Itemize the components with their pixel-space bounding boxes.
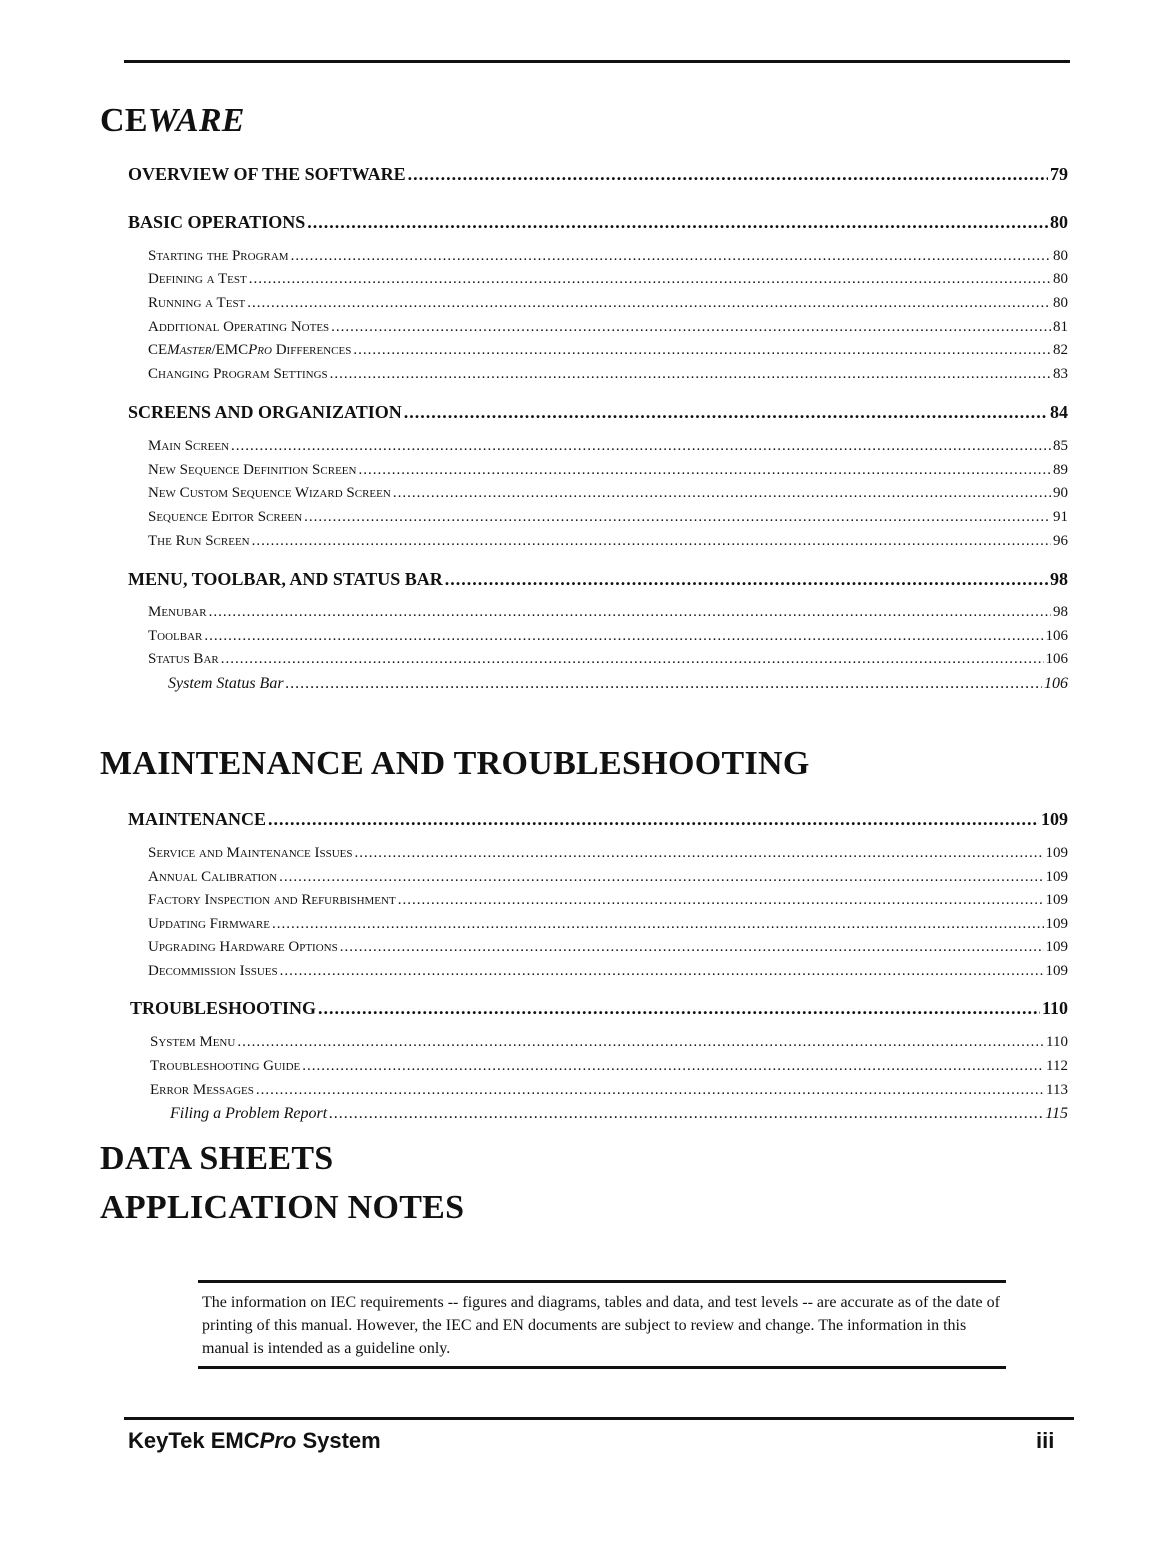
toc-page: 98 (1053, 604, 1068, 620)
label-part: CE (148, 342, 168, 358)
leader-dots (237, 1035, 1044, 1050)
toc-label: New Custom Sequence Wizard Screen (148, 485, 391, 501)
toc-label: OVERVIEW OF THE SOFTWARE (128, 164, 406, 184)
toc-entry-decommission[interactable] (148, 964, 1068, 979)
leader-dots (280, 964, 1044, 979)
toc-entry-updating[interactable] (148, 917, 1068, 932)
label-part: Differences (271, 342, 352, 358)
toc-label: Annual Calibration (148, 869, 278, 885)
leader-dots (221, 652, 1044, 667)
toc-label: New Sequence Definition Screen (148, 462, 357, 478)
toc-page: 91 (1053, 509, 1068, 525)
toc-label: Sequence Editor Screen (148, 509, 303, 525)
toc-entry-additional[interactable] (148, 320, 1068, 335)
toc-page: 82 (1053, 342, 1068, 358)
toc-label: Running a Test (148, 295, 246, 311)
toc-label: The Run Screen (148, 533, 250, 549)
toc-label: Decommission Issues (148, 963, 278, 979)
toc-label: Upgrading Hardware Options (148, 939, 338, 955)
leader-dots (318, 999, 1040, 1017)
toc-page: 90 (1053, 485, 1068, 501)
toc-label: Starting the Program (148, 248, 289, 264)
toc-label: Toolbar (148, 628, 203, 644)
leader-dots (329, 1106, 1043, 1122)
toc-label: BASIC OPERATIONS (128, 212, 306, 232)
leader-dots (302, 1059, 1044, 1074)
toc-page: 96 (1053, 533, 1068, 549)
leader-dots (279, 870, 1043, 885)
leader-dots (355, 846, 1044, 861)
leader-dots (291, 249, 1051, 264)
toc-label (148, 343, 351, 358)
toc-page: 109 (1045, 869, 1068, 885)
label-part: Master (167, 342, 212, 358)
toc-entry-filing[interactable] (170, 1106, 1068, 1122)
disclaimer-notice: The information on IEC requirements -- figures and diagrams, tables and data, and test levels -- are accurate as of the date of printing of this manual. However, the IEC and EN documents are subject to review and change. The information in this manual is intended as a guideline only. (198, 1280, 1006, 1369)
leader-dots (204, 629, 1043, 644)
toc-entry-system-menu[interactable] (150, 1035, 1068, 1050)
footer-system: System (296, 1428, 381, 1453)
toc-page: 81 (1053, 319, 1068, 335)
toc-entry-sequence-editor[interactable] (148, 510, 1068, 525)
leader-dots (304, 510, 1051, 525)
leader-dots (209, 605, 1051, 620)
toc-label: Additional Operating Notes (148, 319, 330, 335)
leader-dots (408, 165, 1048, 183)
leader-dots (268, 810, 1039, 828)
toc-entry-error-messages[interactable] (150, 1083, 1068, 1098)
leader-dots (249, 272, 1051, 287)
toc-label: Troubleshooting Guide (150, 1058, 301, 1074)
leader-dots (331, 320, 1051, 335)
toc-entry-basic-operations[interactable] (128, 213, 1068, 231)
toc-label: Factory Inspection and Refurbishment (148, 892, 396, 908)
leader-dots (445, 570, 1048, 588)
toc-page: 112 (1046, 1058, 1068, 1074)
leader-dots (404, 403, 1048, 421)
section-title-application-notes: APPLICATION NOTES (100, 1189, 465, 1226)
leader-dots (353, 343, 1051, 358)
toc-page: 110 (1046, 1034, 1068, 1050)
toc-entry-troubleshooting-guide[interactable] (150, 1059, 1068, 1074)
toc-entry-differences[interactable] (148, 343, 1068, 358)
leader-dots (256, 1083, 1044, 1098)
toc-page: 80 (1053, 295, 1068, 311)
leader-dots (247, 296, 1051, 311)
toc-label: Filing a Problem Report (170, 1105, 328, 1122)
toc-entry-running[interactable] (148, 296, 1068, 311)
toc-page: 80 (1053, 271, 1068, 287)
toc-page: 98 (1050, 569, 1068, 589)
toc-entry-troubleshooting[interactable] (130, 999, 1068, 1017)
footer-brand: KeyTek EMC (128, 1428, 260, 1453)
toc-page: 115 (1045, 1105, 1068, 1122)
leader-dots (393, 486, 1051, 501)
toc-entry-status-bar[interactable] (148, 652, 1068, 667)
toc-page: 85 (1053, 438, 1068, 454)
toc-page: 113 (1046, 1082, 1068, 1098)
toc-entry-main-screen[interactable] (148, 439, 1068, 454)
toc-entry-upgrading[interactable] (148, 940, 1068, 955)
toc-page: 80 (1053, 248, 1068, 264)
toc-entry-new-custom[interactable] (148, 486, 1068, 501)
toc-entry-maintenance[interactable] (128, 810, 1068, 828)
toc-page: 89 (1053, 462, 1068, 478)
footer-pro: Pro (259, 1428, 297, 1453)
title-italic: WARE (147, 102, 245, 139)
toc-label: System Menu (150, 1034, 236, 1050)
toc-page: 79 (1050, 164, 1068, 184)
section-title-data-sheets: DATA SHEETS (100, 1140, 334, 1177)
toc-entry-starting[interactable] (148, 249, 1068, 264)
toc-page: 106 (1044, 675, 1068, 692)
toc-label: SCREENS AND ORGANIZATION (128, 402, 402, 422)
toc-entry-annual[interactable] (148, 870, 1068, 885)
toc-page: 109 (1045, 939, 1068, 955)
leader-dots (398, 893, 1044, 908)
leader-dots (340, 940, 1044, 955)
section-title-ceware (100, 102, 245, 140)
toc-label: Menubar (148, 604, 207, 620)
section-title-maintenance: MAINTENANCE AND TROUBLESHOOTING (100, 745, 810, 782)
toc-entry-screens[interactable] (128, 403, 1068, 421)
toc-label: System Status Bar (168, 675, 284, 692)
toc-page: 84 (1050, 402, 1068, 422)
toc-label: TROUBLESHOOTING (130, 998, 317, 1018)
toc-page: 80 (1050, 212, 1068, 232)
leader-dots (330, 367, 1051, 382)
toc-page: 110 (1041, 998, 1068, 1018)
footer-page-number: iii (1036, 1428, 1055, 1453)
toc-entry-menubar[interactable] (148, 605, 1068, 620)
toc-entry-defining[interactable] (148, 272, 1068, 287)
toc-page: 109 (1045, 892, 1068, 908)
title-prefix: CE (100, 102, 148, 139)
toc-entry-new-sequence[interactable] (148, 463, 1068, 478)
footer-product-title (128, 1428, 381, 1454)
header-rule (124, 60, 1070, 63)
label-part: Pro (248, 342, 272, 358)
toc-label: Status Bar (148, 651, 219, 667)
toc-entry-service[interactable] (148, 846, 1068, 861)
toc-page: 109 (1045, 916, 1068, 932)
toc-page: 109 (1045, 845, 1068, 861)
footer-rule (124, 1417, 1074, 1420)
toc-label: Updating Firmware (148, 916, 270, 932)
toc-label: Error Messages (150, 1082, 254, 1098)
label-part: /EMC (211, 342, 249, 358)
leader-dots (272, 917, 1044, 932)
toc-label: Defining a Test (148, 271, 247, 287)
toc-label: Main Screen (148, 438, 230, 454)
leader-dots (358, 463, 1051, 478)
toc-page: 106 (1045, 628, 1068, 644)
toc-page: 109 (1041, 809, 1068, 829)
toc-entry-factory[interactable] (148, 893, 1068, 908)
toc-entry-run-screen[interactable] (148, 534, 1068, 549)
leader-dots (231, 439, 1051, 454)
toc-label: MAINTENANCE (128, 809, 267, 829)
toc-label: Service and Maintenance Issues (148, 845, 353, 861)
leader-dots (286, 676, 1042, 692)
leader-dots (307, 213, 1048, 231)
toc-entry-toolbar[interactable] (148, 629, 1068, 644)
toc-page: 106 (1045, 651, 1068, 667)
toc-page: 83 (1053, 366, 1068, 382)
toc-label: MENU, TOOLBAR, AND STATUS BAR (128, 569, 443, 589)
toc-entry-system-status-bar[interactable] (168, 676, 1068, 692)
toc-entry-overview[interactable] (128, 165, 1068, 183)
toc-entry-menu[interactable] (128, 570, 1068, 588)
toc-page: 109 (1045, 963, 1068, 979)
toc-label: Changing Program Settings (148, 366, 328, 382)
toc-entry-changing[interactable] (148, 367, 1068, 382)
leader-dots (252, 534, 1051, 549)
